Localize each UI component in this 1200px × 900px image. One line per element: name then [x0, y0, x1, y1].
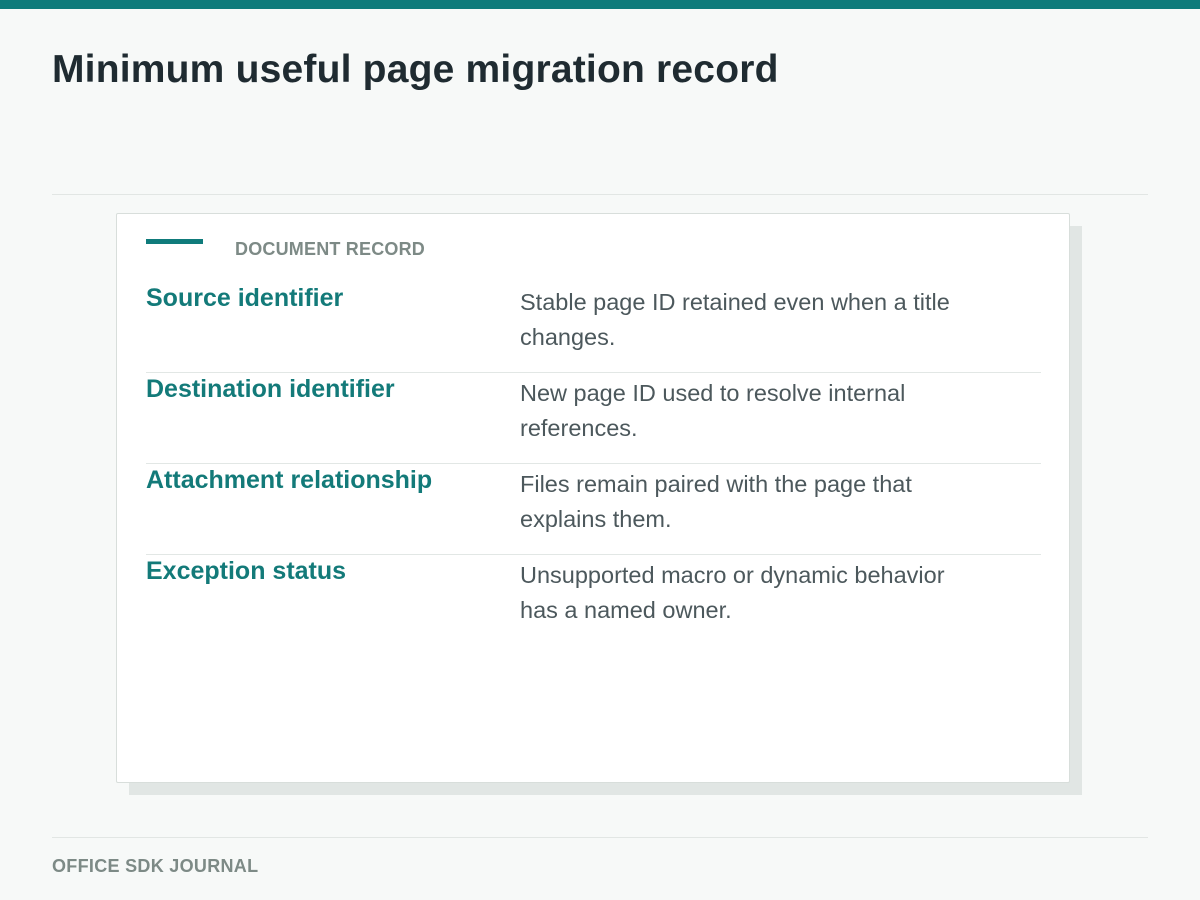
- record-description: Unsupported macro or dynamic behavior has a named owner.: [520, 562, 945, 623]
- record-row-destination-identifier: [146, 373, 1041, 464]
- record-list: [146, 282, 1041, 645]
- record-term: Exception status: [146, 557, 347, 585]
- record-description: Stable page ID retained even when a title changes.: [520, 289, 950, 350]
- card-kicker: DOCUMENT RECORD: [235, 239, 425, 259]
- record-description: New page ID used to resolve internal references.: [520, 380, 906, 441]
- record-term: Destination identifier: [146, 375, 395, 403]
- header-divider: [52, 194, 1148, 195]
- record-description: Files remain paired with the page that explains them.: [520, 471, 912, 532]
- record-row-exception-status: [146, 555, 1041, 645]
- document-record-card: [116, 213, 1070, 783]
- record-term: Source identifier: [146, 284, 344, 312]
- page-title: Minimum useful page migration record: [52, 48, 779, 91]
- record-row-attachment-relationship: [146, 464, 1041, 555]
- footer-divider: [52, 837, 1148, 838]
- record-row-source-identifier: [146, 282, 1041, 373]
- top-accent-bar: [0, 0, 1200, 9]
- footer-publication-name: OFFICE SDK JOURNAL: [52, 856, 259, 876]
- record-term: Attachment relationship: [146, 466, 433, 494]
- card-accent-line: [146, 239, 203, 244]
